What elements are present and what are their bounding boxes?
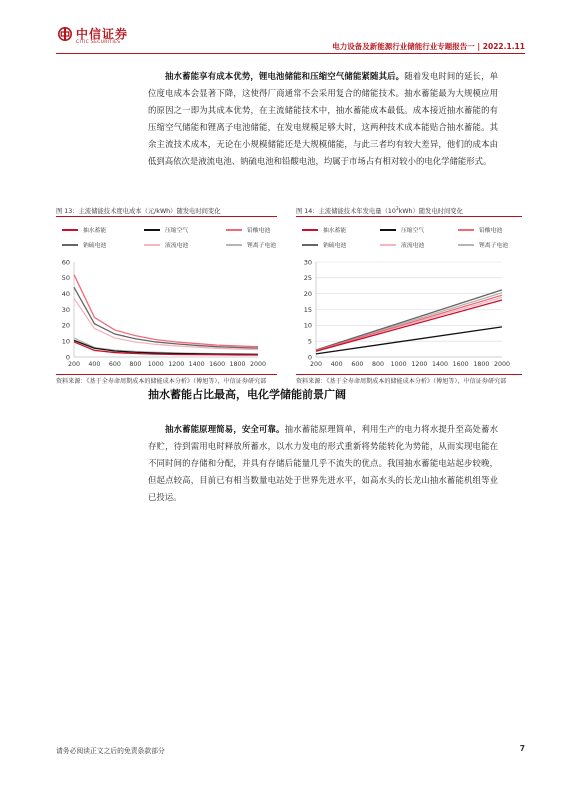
legend-swatch [380,229,396,231]
y-tick-label: 5 [307,337,312,346]
y-tick-label: 15 [303,305,312,314]
legend-swatch [380,244,396,246]
legend-swatch [144,229,160,231]
legend-label: 铅酸电池 [247,228,271,234]
legend-item [62,240,144,249]
citic-logo-icon [58,27,72,41]
series-line [316,300,502,351]
x-tick-label: 1200 [168,361,185,368]
paragraph-body: 随着发电时间的延长，单位度电成本会显著下降，这使得厂商通常不会采用复合的储能技术。抽水蓄能最为大规模应用的原因之一即为其成本优势，在主流储能技术中，抽水蓄能成本最低。成本接近抽水蓄能的有压缩空气储能和锂离子电池储能，在发电规模足够大时，这两种技术成本能贴合抽水蓄能。其余主流技术成本，无论在小规模储能还是大规模储能，与此三者均有较大差异，他们的成本由低到高依次是液流电池、钠硫电池和铅酸电池，均属于市场占有相对较小的电化学储能形式。 [148,71,499,166]
fig14-line-chart [292,254,524,372]
fig13-title-rule [56,216,277,217]
x-tick-label: 1600 [452,361,469,368]
x-tick-label: 800 [371,361,385,368]
legend-label: 铅酸电池 [479,228,503,234]
legend-label: 抽水蓄能 [323,228,347,234]
x-tick-label: 1600 [209,361,226,368]
legend-label: 液流电池 [401,243,425,249]
series-line [74,287,258,348]
legend-label: 锂离子电池 [479,243,508,249]
legend-item [302,240,380,249]
y-tick-label: 30 [61,305,70,314]
legend-item [458,225,518,234]
fig13-bottom-rule [56,374,277,375]
legend-swatch [62,244,78,246]
series-line [316,295,502,350]
fig13-legend [62,225,286,249]
fig14-legend [302,225,518,249]
fig14-title-rule [296,216,522,217]
legend-swatch [458,244,474,246]
x-tick-label: 1000 [390,361,407,368]
x-tick-label: 800 [129,361,142,368]
fig14-title-text-end: kWh）随发电时间变化 [398,208,463,215]
fig13-title: 图 13：主流储能技术度电成本（元/kWh）随发电时间变化 [56,208,221,215]
legend-item [144,240,226,249]
x-tick-label: 2000 [493,361,511,368]
legend-label: 压缩空气 [401,228,425,234]
legend-label: 抽水蓄能 [83,228,107,234]
y-tick-label: 20 [303,289,312,298]
x-tick-label: 400 [88,361,101,368]
y-tick-label: 20 [61,321,70,330]
paragraph-lead: 抽水蓄能原理简易，安全可靠。 [165,424,285,434]
x-tick-label: 1000 [147,361,164,368]
y-tick-label: 10 [61,337,70,346]
legend-swatch [302,229,318,231]
legend-swatch [458,229,474,231]
x-tick-label: 200 [309,361,323,368]
x-tick-label: 1400 [188,361,205,368]
legend-item [380,225,458,234]
legend-swatch [62,229,78,231]
fig14-bottom-rule [296,374,522,375]
fig14-source: 资料来源：《基于全寿命周期成本的储能成本分析》（傅旭等），中信证券研究部 [296,378,507,385]
x-tick-label: 1400 [431,361,449,368]
y-tick-label: 40 [61,289,70,298]
y-tick-label: 30 [303,258,312,267]
y-tick-label: 50 [61,274,70,283]
x-tick-label: 400 [330,361,343,368]
x-tick-label: 1200 [411,361,428,368]
y-tick-label: 0 [307,353,312,362]
legend-item [380,240,458,249]
fig13-legend-row-1 [62,225,286,234]
x-tick-label: 1800 [229,361,246,368]
legend-label: 压缩空气 [165,228,189,234]
brand-name-cn: 中信证券 [76,27,129,41]
paragraph-cost-advantage [148,68,498,170]
fig13-source: 资料来源：《基于全寿命周期成本的储能成本分析》（傅旭等），中信证券研究部 [56,378,267,385]
y-tick-label: 25 [303,274,312,283]
legend-label: 液流电池 [165,243,189,249]
legend-item [226,225,286,234]
y-tick-label: 60 [61,258,70,267]
series-line [74,275,258,347]
series-line [74,298,258,349]
x-tick-label: 600 [351,361,364,368]
legend-item [62,225,144,234]
fig14-legend-row-1 [302,225,518,234]
fig14-title-text: 图 14：主流储能技术年发电量（10 [296,208,396,215]
legend-swatch [302,244,318,246]
brand-name-en: CITIC SECURITIES [76,40,121,45]
fig14-title-superscript: 3 [395,206,399,212]
fig13-legend-row-2 [62,240,286,249]
legend-label: 锂离子电池 [247,243,276,249]
report-header-title: 电力设备及新能源行业储能行业专题报告一 | 2022.1.11 [332,42,525,51]
x-tick-label: 2000 [249,361,267,368]
page-number: 7 [519,744,525,753]
x-tick-label: 1800 [473,361,490,368]
x-tick-label: 200 [67,361,81,368]
legend-swatch [226,229,242,231]
legend-label: 钠硫电池 [323,243,347,249]
legend-item [458,240,518,249]
legend-swatch [144,244,160,246]
paragraph-pumped-storage [148,421,498,506]
legend-item [144,225,226,234]
paragraph-lead: 抽水蓄能享有成本优势，锂电池储能和压缩空气储能紧随其后。 [165,71,405,81]
legend-item [302,225,380,234]
fig14-title [296,206,463,215]
legend-swatch [226,244,242,246]
legend-label: 钠硫电池 [83,243,107,249]
x-tick-label: 600 [108,361,121,368]
y-tick-label: 0 [65,353,70,362]
header-divider [56,53,525,54]
disclaimer-note: 请务必阅读正文之后的免责条款部分 [56,747,165,755]
paragraph-body: 抽水蓄能原理简单，利用生产的电力将水提升至高处蓄水存贮，待到需用电时释放所蓄水，以水力发电的形式重新将势能转化为势能，从而实现电能在不同时间的存储和分配，并具有存储后能量几乎不流失的优点。我国抽水蓄能电站起步较晚，但起点较高，目前已有相当数量电站处于世界先进水平，如高水头的长龙山抽水蓄能机组等业已投运。 [148,424,499,502]
fig13-line-chart [50,254,280,372]
fig14-legend-row-2 [302,240,518,249]
legend-item [226,240,286,249]
y-tick-label: 10 [303,321,312,330]
section-heading: 抽水蓄能占比最高，电化学储能前景广阔 [148,388,346,401]
